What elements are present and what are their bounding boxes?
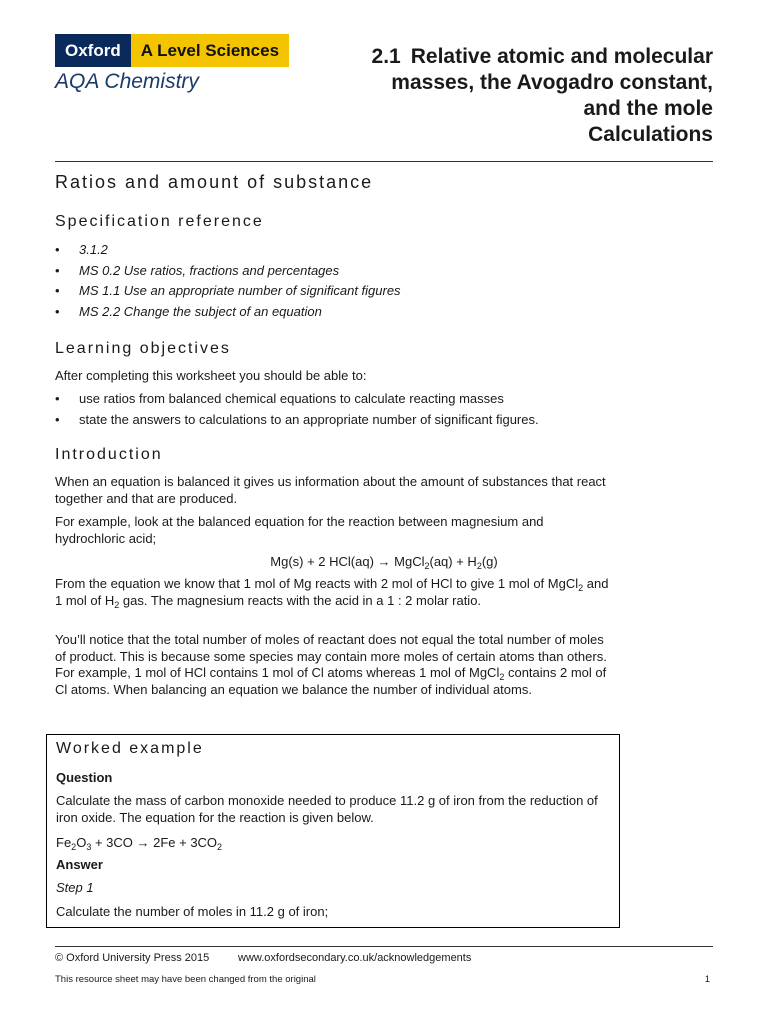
step-label: Step 1 (56, 880, 94, 895)
list-item: • 3.1.2 (55, 240, 401, 261)
spec-heading: Specification reference (55, 213, 264, 230)
introduction-heading: Introduction (55, 446, 163, 463)
title-line-4: Calculations (588, 123, 713, 146)
list-item: • state the answers to calculations to an appropriate number of significant figures. (55, 410, 539, 431)
objectives-intro: After completing this worksheet you should be able to: (55, 368, 367, 383)
brand-a-level-sciences: A Level Sciences (131, 34, 289, 67)
intro-paragraph-3: From the equation we know that 1 mol of Mg reacts with 2 mol of HCl to give 1 mol of MgCl$_2$ and 1 mol of $H_2$ gas. The magnesium reacts with the acid in a 1 : 2 molar ratio. (55, 576, 609, 610)
answer-label: Answer (56, 857, 103, 872)
list-item: • MS 0.2 Use ratios, fractions and percentages (55, 261, 401, 282)
list-item: • use ratios from balanced chemical equations to calculate reacting masses (55, 389, 539, 410)
section-title: Ratios and amount of substance (55, 172, 374, 192)
intro-paragraph-4: You’ll notice that the total number of moles of reactant does not equal the total number of moles of product. This is because some species may contain more moles of certain atoms than others. For example, 1 mol of HCl contains 1 mol of Cl atoms whereas 1 mol of MgCl$_2$ contains 2 mol of Cl atoms. When balancing an equation we balance the number of individual atoms. (55, 632, 607, 697)
title-number: 2.1 (371, 45, 401, 68)
title-line-1: Relative atomic and molecular (410, 45, 713, 68)
document-title (303, 44, 713, 148)
footer-divider (55, 946, 713, 947)
oxford-logo (55, 34, 289, 67)
changed-note: This resource sheet may have been changed from the original (55, 974, 316, 985)
acknowledgements-link[interactable]: www.oxfordsecondary.co.uk/acknowledgements (238, 952, 472, 964)
question-label: Question (56, 770, 113, 785)
header-divider (55, 161, 713, 162)
title-line-3: and the mole (583, 97, 713, 120)
worked-example-title: Worked example (56, 740, 204, 757)
title-line-2: masses, the Avogadro constant, (391, 71, 713, 94)
intro-paragraph-1: When an equation is balanced it gives us information about the amount of substances that react together and that are produced. (55, 474, 606, 506)
question-text: Calculate the mass of carbon monoxide needed to produce 11.2 g of iron from the reduction of iron oxide. The equation for the reaction is given below. (56, 793, 598, 825)
iron-oxide-equation: $Fe_2O_3 + 3CO \to 2Fe + 3CO_2$ (56, 835, 223, 852)
spec-list (55, 240, 401, 322)
objectives-list (55, 389, 539, 430)
subject-title: AQA Chemistry (55, 70, 199, 93)
worked-example-box (46, 734, 620, 928)
page-number: 1 (704, 974, 710, 985)
intro-paragraph-2: For example, look at the balanced equation for the reaction between magnesium and hydrochloric acid; (55, 514, 544, 546)
brand-oxford: Oxford (55, 34, 131, 67)
copyright-text: © Oxford University Press 2015 (55, 952, 210, 964)
objectives-heading: Learning objectives (55, 340, 231, 357)
list-item: • MS 2.2 Change the subject of an equation (55, 302, 401, 323)
step-text: Calculate the number of moles in 11.2 g of iron; (56, 904, 329, 919)
list-item: • MS 1.1 Use an appropriate number of significant figures (55, 281, 401, 302)
magnesium-equation: Mg(s) + 2 HCl(aq) → MgCl$_2$(aq) + $H_2(g)$ (270, 554, 498, 571)
